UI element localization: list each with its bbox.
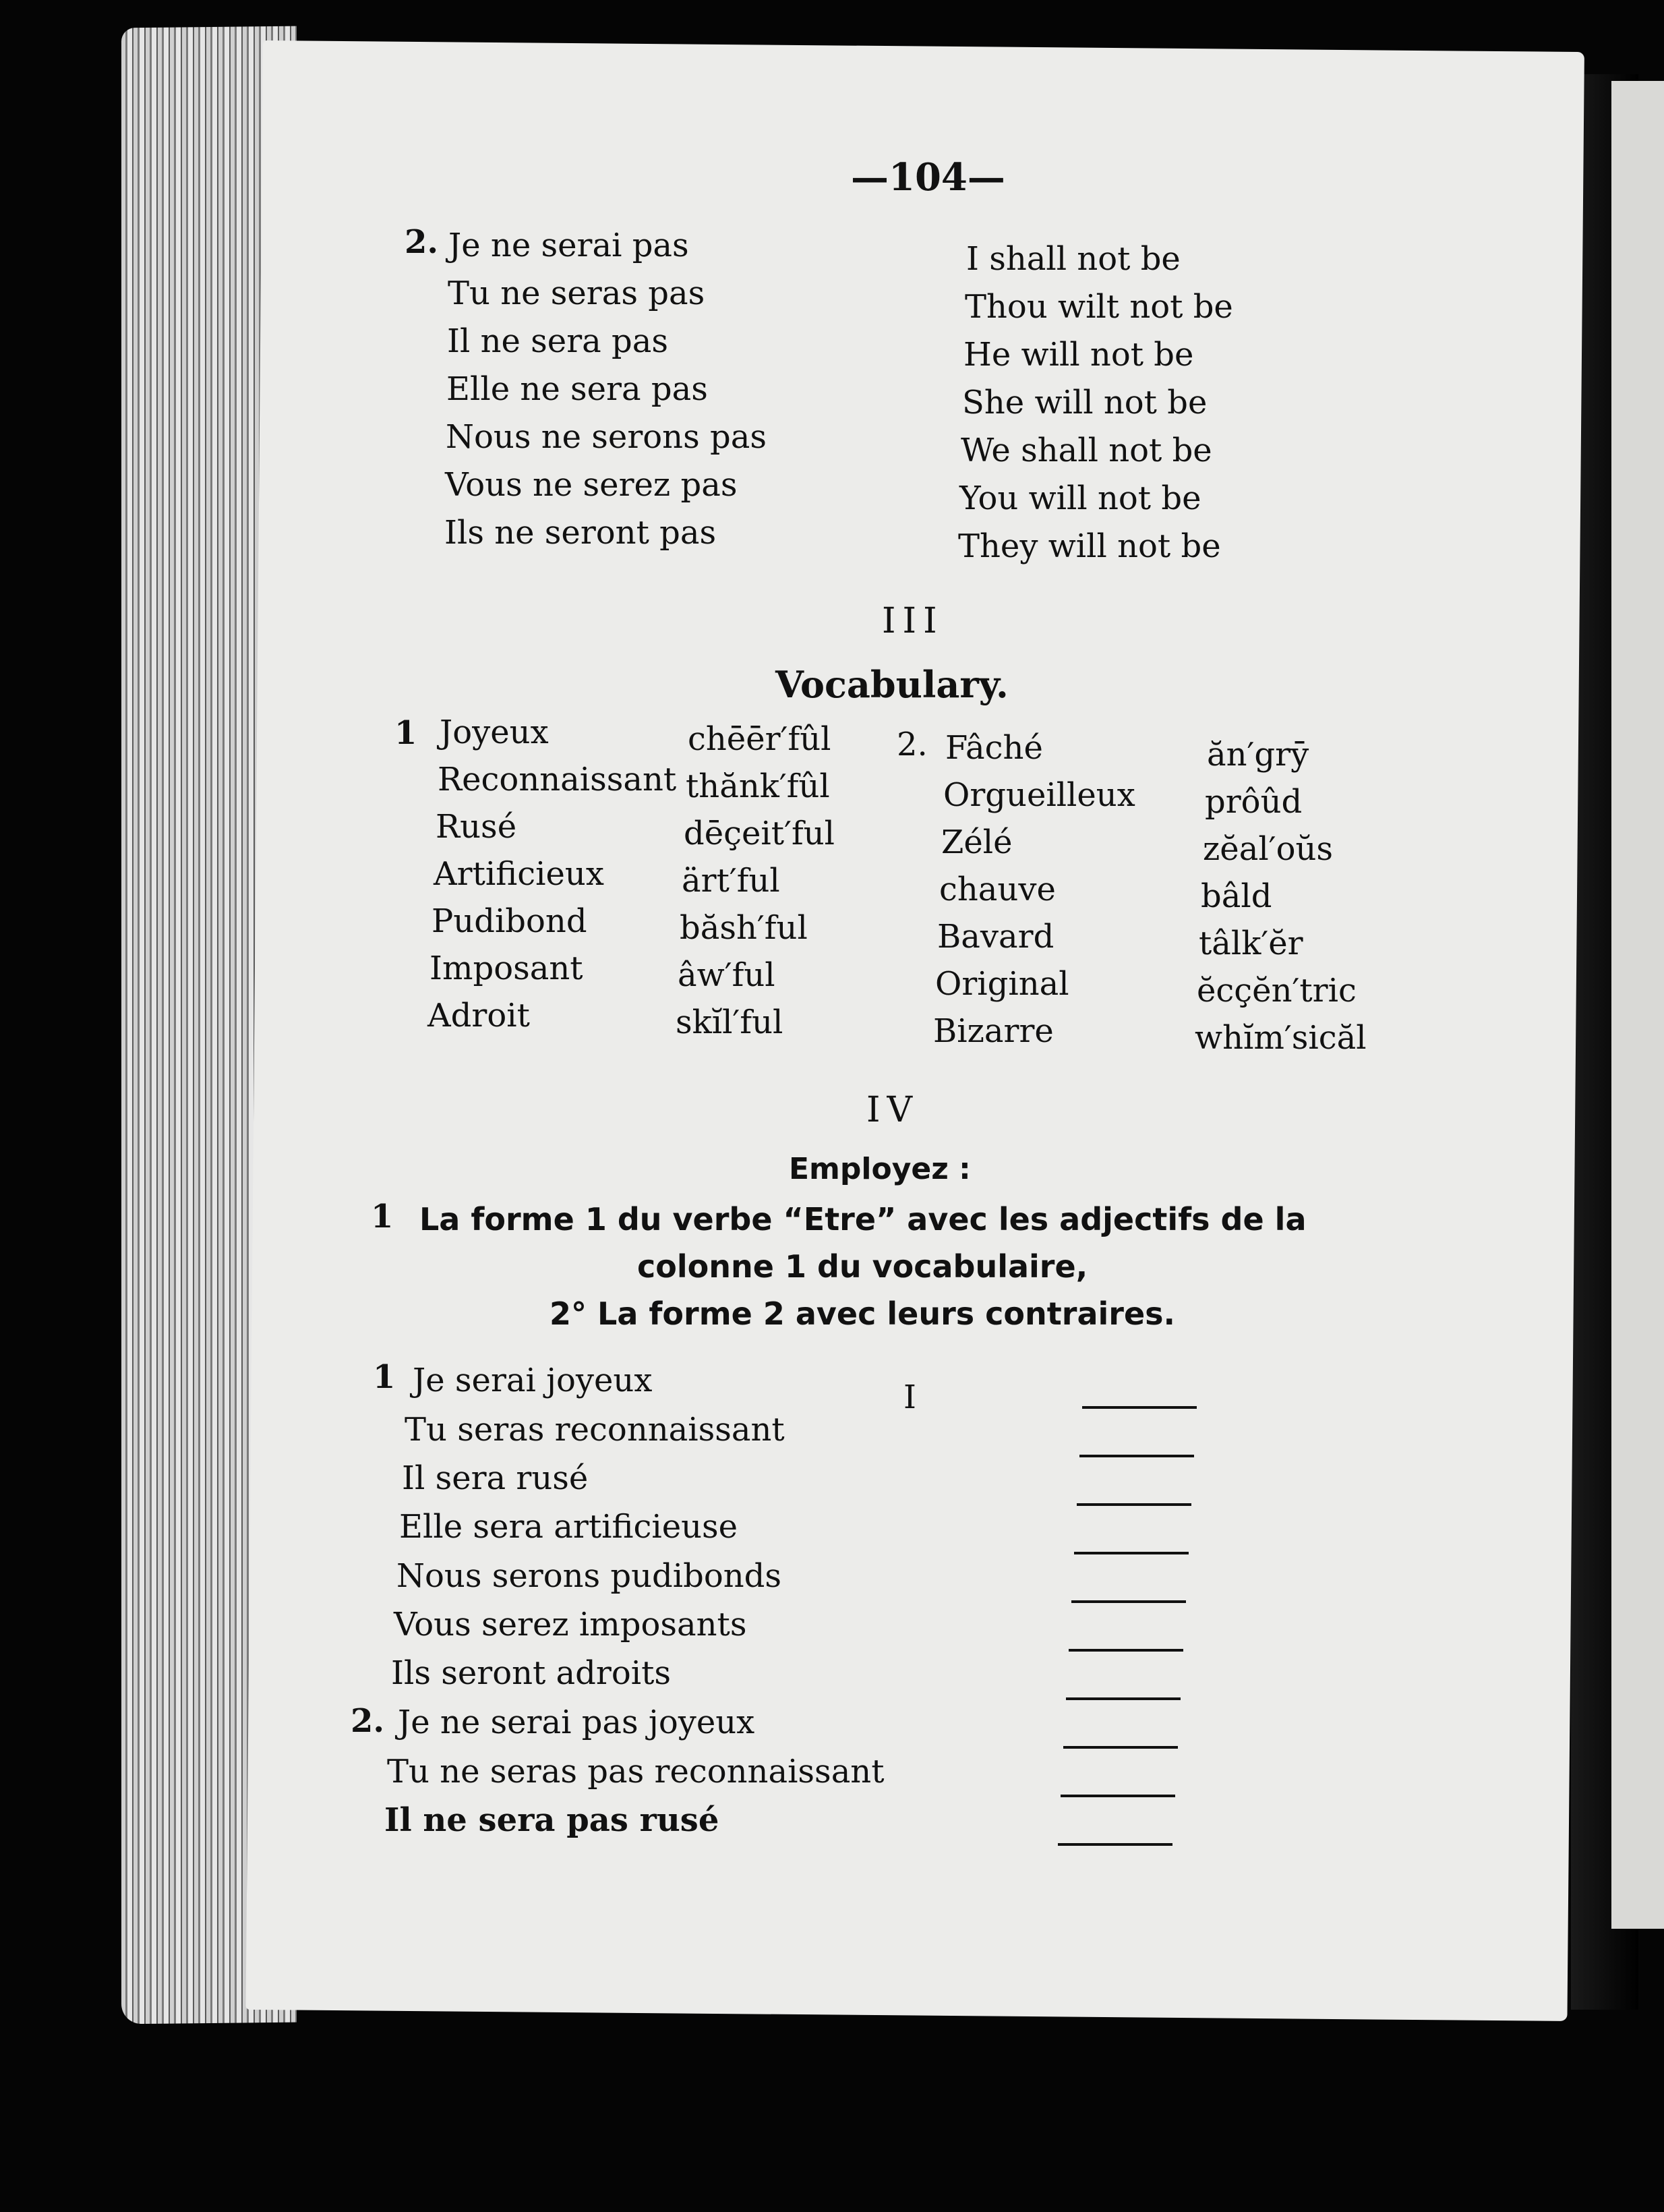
answer-blank-line	[1079, 1455, 1194, 1457]
section-heading-iv: IV	[866, 1090, 920, 1130]
exercise-line: Vous serez imposants	[394, 1606, 747, 1643]
instruction-line-1: La forme 1 du verbe “Etre” avec les adjectifs de la	[419, 1201, 1307, 1238]
instruction-line-2: colonne 1 du vocabulaire,	[637, 1248, 1088, 1285]
vocab-french-word: Bizarre	[933, 1012, 1054, 1050]
exercise-line: Je ne serai pas joyeux	[398, 1704, 755, 1741]
roman-numeral-i: I	[903, 1378, 916, 1416]
answer-blank-line	[1074, 1552, 1189, 1554]
conjugation-english-line: He will not be	[963, 336, 1194, 374]
vocab-french-word: Fâché	[945, 729, 1043, 767]
vocab-english-word: ăn′grȳ	[1207, 736, 1309, 774]
answer-blank-line	[1061, 1795, 1175, 1797]
conjugation-french-line: Je ne serai pas	[448, 227, 689, 264]
exercise-line: Tu seras reconnaissant	[405, 1411, 785, 1449]
page-number: —104—	[851, 155, 1005, 200]
vocab-french-word: Artificieux	[434, 855, 604, 893]
instruction-line-3: 2° La forme 2 avec leurs contraires.	[549, 1296, 1175, 1332]
conjugation-french-line: Nous ne serons pas	[446, 418, 767, 456]
conjugation-french-line: Elle ne sera pas	[446, 370, 708, 408]
vocab-english-word: zĕal′oŭs	[1203, 830, 1334, 868]
exercise-line: Il ne sera pas rusé	[384, 1801, 719, 1839]
facing-page-edge	[1611, 81, 1664, 1929]
exercise-line: Je serai joyeux	[413, 1362, 653, 1399]
vocab-french-word: Reconnaissant	[438, 761, 677, 798]
answer-blank-line	[1082, 1406, 1197, 1409]
conjugation-english-line: We shall not be	[961, 432, 1212, 469]
answer-blank-line	[1066, 1697, 1181, 1700]
vocab-french-word: Zélé	[941, 823, 1013, 861]
exercise-line: Ils seront adroits	[391, 1654, 672, 1692]
exercise-number-2: 2.	[351, 1702, 385, 1740]
instruction-number: 1	[371, 1198, 394, 1235]
exercise-line: Elle sera artificieuse	[399, 1508, 738, 1546]
vocab-english-word: dēçeit′ful	[684, 815, 835, 852]
vocab-french-word: Bavard	[937, 918, 1054, 956]
conjugation-english-line: She will not be	[962, 384, 1208, 421]
employez-heading: Employez :	[789, 1152, 971, 1186]
vocab-column-number-1: 1	[394, 714, 417, 752]
answer-blank-line	[1058, 1843, 1172, 1846]
vocab-english-word: thănk′fûl	[686, 767, 830, 805]
exercise-line: Il sera rusé	[402, 1459, 589, 1497]
conjugation-english-line: They will not be	[958, 527, 1221, 565]
exercise-line: Nous serons pudibonds	[396, 1557, 782, 1595]
conjugation-english-line: Thou wilt not be	[965, 288, 1233, 326]
vocab-french-word: Imposant	[429, 950, 583, 987]
vocab-english-word: prôûd	[1205, 783, 1303, 821]
vocab-french-word: Orgueilleux	[943, 776, 1135, 814]
exercise-line: Tu ne seras pas reconnaissant	[387, 1753, 885, 1791]
vocab-english-word: bâld	[1201, 877, 1272, 915]
vocab-french-word: chauve	[939, 871, 1056, 908]
conjugation-french-line: Tu ne seras pas	[448, 274, 705, 312]
vocabulary-title: Vocabulary.	[775, 663, 1009, 706]
vocab-french-word: Rusé	[436, 808, 517, 846]
conjugation-french-line: Ils ne seront pas	[444, 514, 717, 552]
answer-blank-line	[1077, 1503, 1191, 1506]
vocab-french-word: Original	[935, 965, 1069, 1003]
vocab-french-word: Adroit	[427, 997, 530, 1035]
conjugation-french-line: Il ne sera pas	[447, 322, 668, 360]
vocab-english-word: chēēr′fûl	[688, 720, 831, 758]
vocab-english-word: âw′ful	[678, 956, 775, 994]
vocab-english-word: tâlk′ĕr	[1199, 925, 1303, 962]
vocab-english-word: băsh′ful	[680, 909, 808, 947]
answer-blank-line	[1071, 1600, 1186, 1603]
conjugation-english-line: I shall not be	[966, 240, 1181, 278]
vocab-english-word: skĭl′ful	[676, 1003, 783, 1041]
conjugation-french-line: Vous ne serez pas	[445, 466, 738, 504]
section-number: 2.	[405, 223, 439, 261]
exercise-number-1: 1	[373, 1358, 396, 1396]
vocab-column-number-2: 2.	[897, 726, 928, 763]
vocab-english-word: ärt′ful	[682, 862, 780, 900]
section-heading-iii: III	[882, 601, 944, 641]
answer-blank-line	[1063, 1746, 1178, 1749]
vocab-french-word: Joyeux	[440, 714, 549, 751]
vocab-english-word: whĭm′sicăl	[1195, 1019, 1367, 1057]
conjugation-english-line: You will not be	[959, 479, 1201, 517]
answer-blank-line	[1069, 1649, 1183, 1652]
vocab-french-word: Pudibond	[432, 902, 587, 940]
vocab-english-word: ĕcçĕn′tric	[1197, 972, 1357, 1010]
